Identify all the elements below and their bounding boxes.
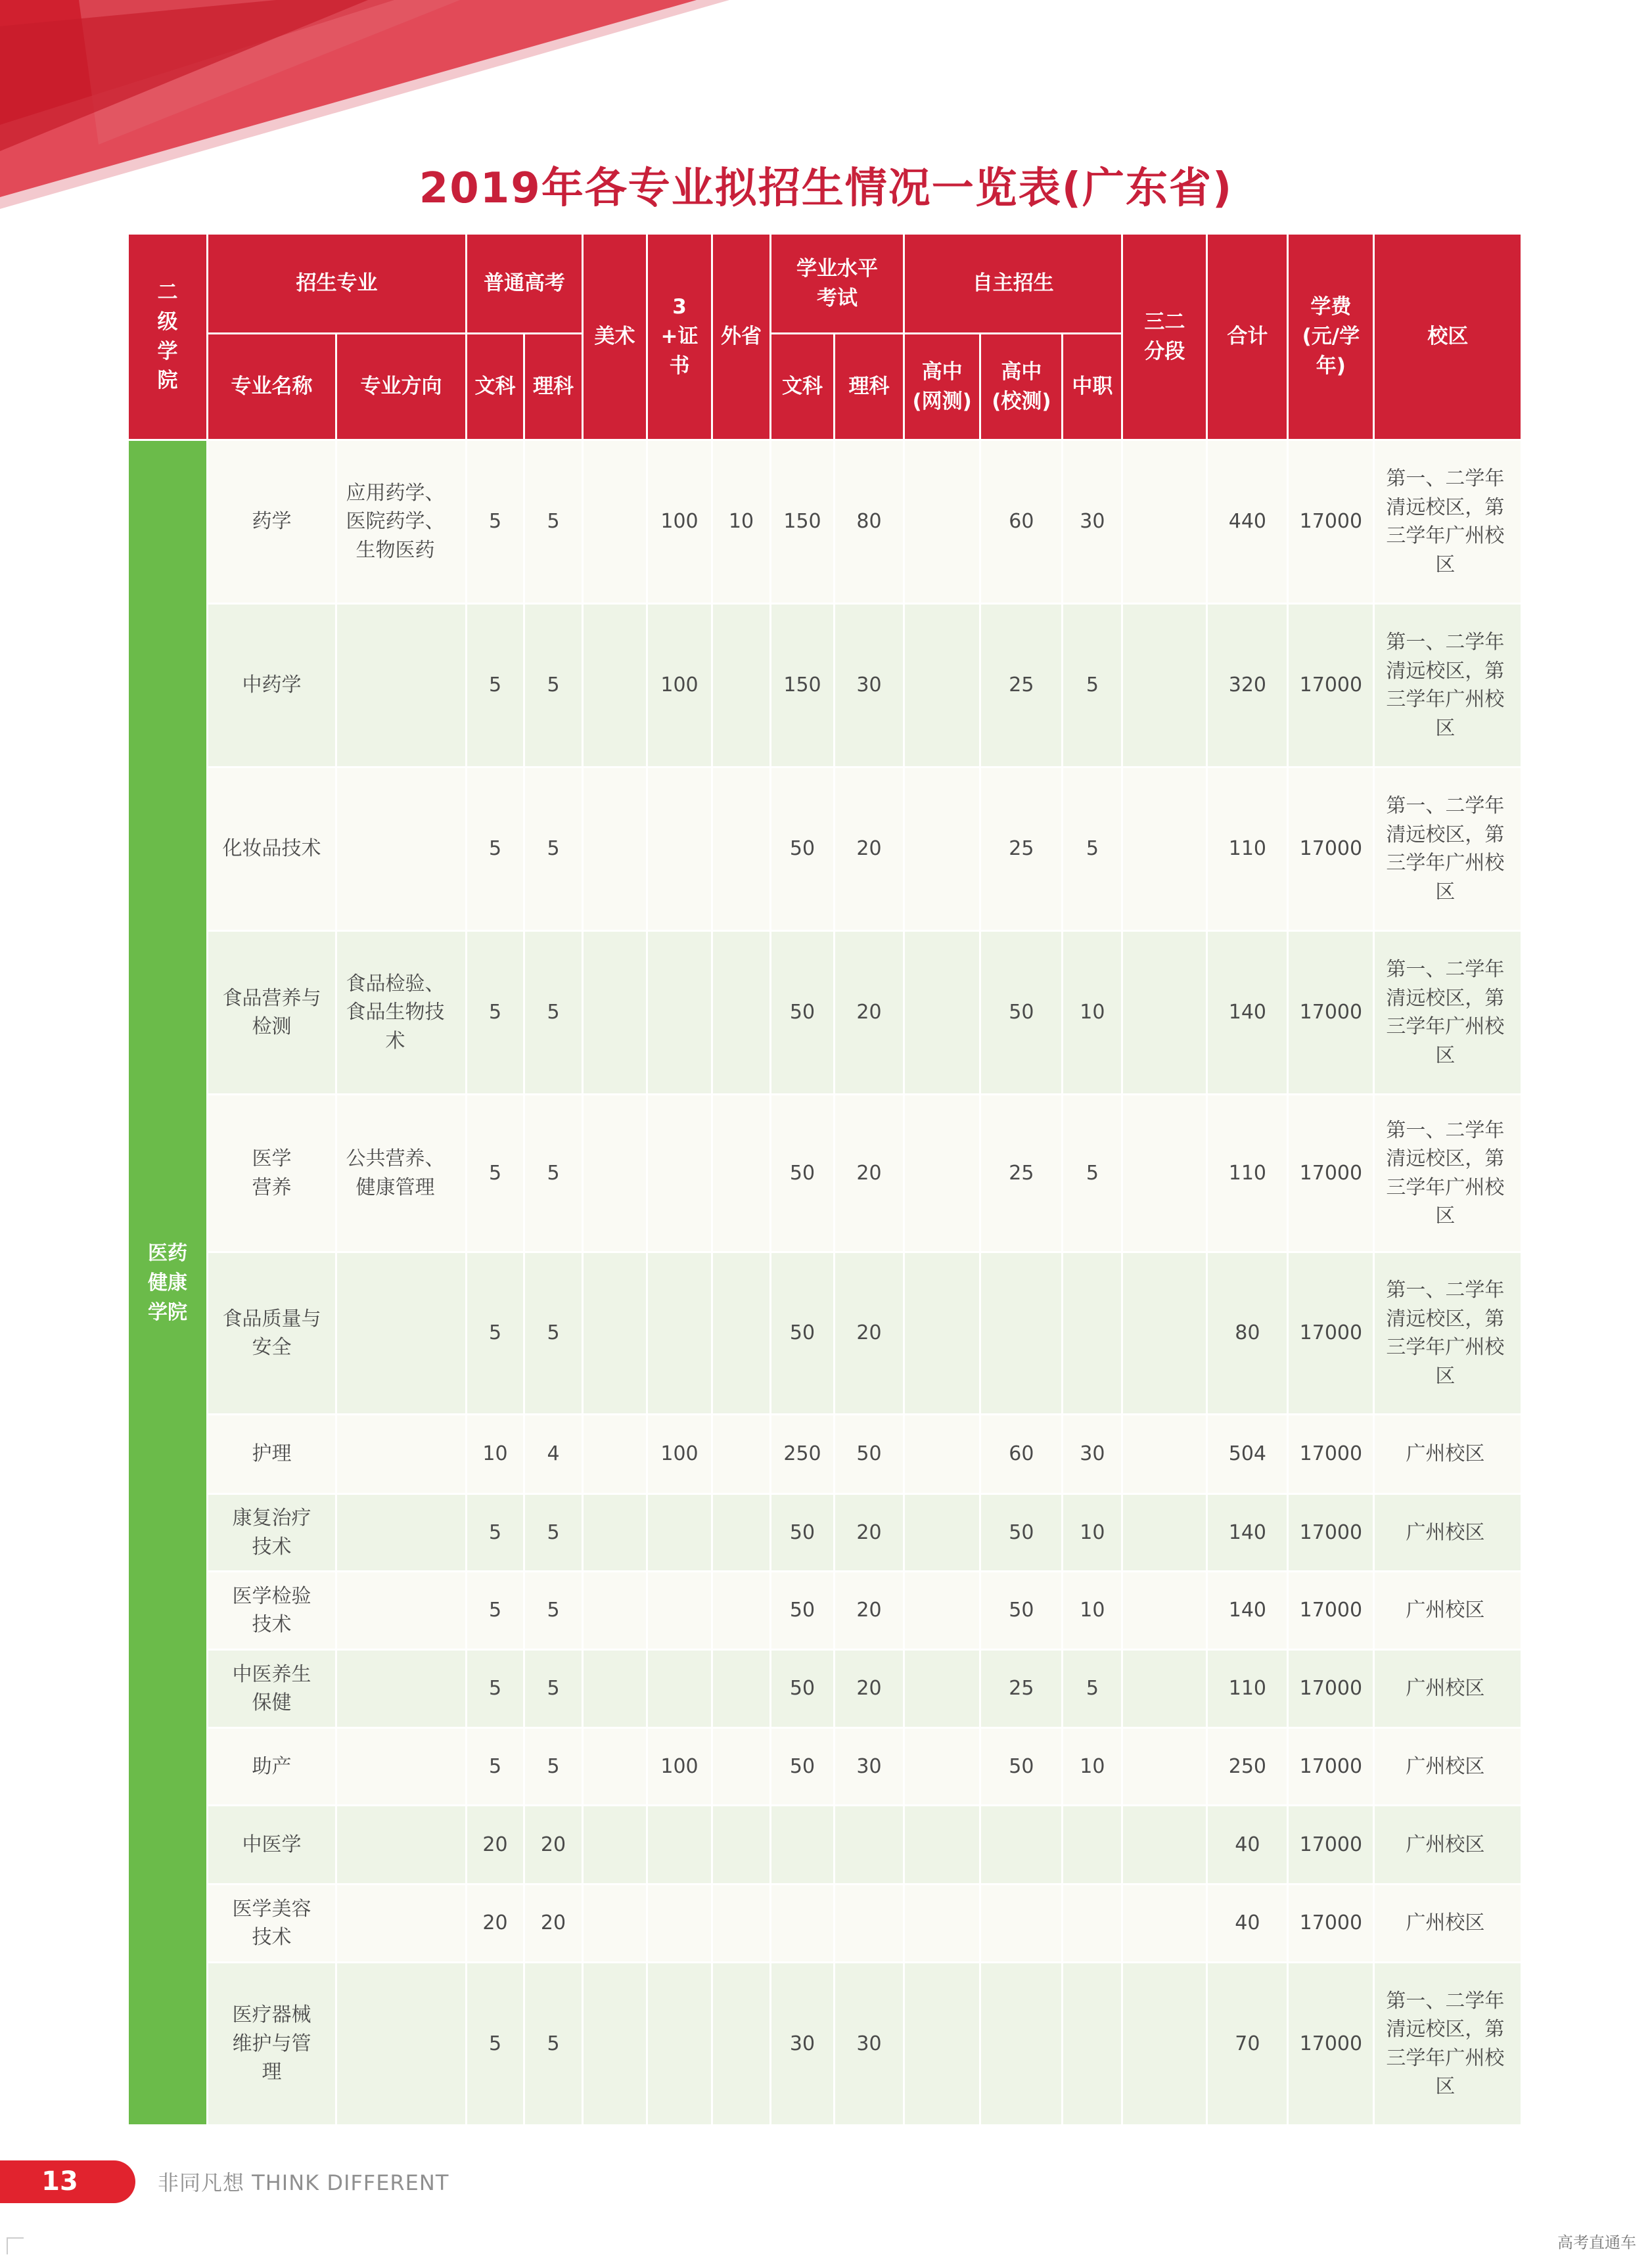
- xueye-science-cell: 30: [835, 604, 904, 767]
- total-cell: 504: [1207, 1415, 1288, 1494]
- major-direction-cell: [336, 1963, 467, 2126]
- gaokao-science-cell: 5: [524, 1650, 583, 1728]
- xueye-arts-cell: 50: [771, 1572, 835, 1650]
- header-campus: 校区: [1374, 234, 1522, 440]
- art-cell: [583, 1494, 647, 1572]
- total-cell: 440: [1207, 440, 1288, 604]
- major-direction-cell: [336, 1650, 467, 1728]
- art-cell: [583, 1806, 647, 1884]
- xueye-arts-cell: 150: [771, 440, 835, 604]
- header-zizhu-vocational: 中职: [1063, 334, 1122, 440]
- campus-cell: 第一、二学年清远校区，第三学年广州校区: [1374, 1252, 1522, 1415]
- gaokao-science-cell: 5: [524, 440, 583, 604]
- major-direction-cell: [336, 1572, 467, 1650]
- major-name-cell: [208, 1572, 336, 1650]
- campus-cell: 广州校区: [1374, 1650, 1522, 1728]
- xueye-arts-cell: [771, 1884, 835, 1963]
- three-two-cell: [1122, 604, 1207, 767]
- out-province-cell: [712, 1806, 771, 1884]
- header-zizhu-school: 高中(校测): [980, 334, 1063, 440]
- gaokao-science-cell: 5: [524, 604, 583, 767]
- art-cell: [583, 1728, 647, 1806]
- table-row: [128, 767, 1522, 931]
- fee-cell: 17000: [1288, 1650, 1374, 1728]
- campus-cell: 广州校区: [1374, 1884, 1522, 1963]
- xueye-science-cell: 20: [835, 1650, 904, 1728]
- total-cell: 140: [1207, 1572, 1288, 1650]
- three-two-cell: [1122, 1884, 1207, 1963]
- header-out-province: 外省: [712, 234, 771, 440]
- out-province-cell: [712, 1095, 771, 1252]
- gaokao-arts-cell: 5: [467, 1963, 524, 2126]
- table-row: [128, 1572, 1522, 1650]
- fee-cell: 17000: [1288, 1095, 1374, 1252]
- major-name-cell: [208, 1884, 336, 1963]
- three-plus-cell: [647, 1095, 712, 1252]
- page-title: 2019年各专业拟招生情况一览表(广东省): [419, 164, 1233, 213]
- three-two-cell: [1122, 1806, 1207, 1884]
- zizhu-school-cell: 60: [980, 440, 1063, 604]
- gaokao-science-cell: 20: [524, 1884, 583, 1963]
- zizhu-online-cell: [904, 1572, 980, 1650]
- zizhu-online-cell: [904, 767, 980, 931]
- header-major-direction: 专业方向: [336, 334, 467, 440]
- three-two-cell: [1122, 1415, 1207, 1494]
- out-province-cell: [712, 1494, 771, 1572]
- gaokao-science-cell: 5: [524, 1252, 583, 1415]
- major-direction-cell: [336, 1806, 467, 1884]
- fee-cell: 17000: [1288, 604, 1374, 767]
- zizhu-school-cell: [980, 1806, 1063, 1884]
- three-plus-cell: [647, 1963, 712, 2126]
- xueye-science-cell: [835, 1884, 904, 1963]
- three-two-cell: [1122, 440, 1207, 604]
- zizhu-school-cell: 50: [980, 1728, 1063, 1806]
- art-cell: [583, 1884, 647, 1963]
- three-plus-cell: [647, 1572, 712, 1650]
- major-name-cell: [208, 1728, 336, 1806]
- major-name-cell: [208, 1252, 336, 1415]
- out-province-cell: [712, 1572, 771, 1650]
- xueye-arts-cell: 50: [771, 1650, 835, 1728]
- header-major-group: 招生专业: [208, 234, 467, 334]
- art-cell: [583, 1572, 647, 1650]
- art-cell: [583, 1415, 647, 1494]
- table-row: [128, 1884, 1522, 1963]
- xueye-arts-cell: 50: [771, 767, 835, 931]
- three-plus-cell: [647, 1494, 712, 1572]
- zizhu-online-cell: [904, 1415, 980, 1494]
- zizhu-online-cell: [904, 1728, 980, 1806]
- header-college: 二级学院: [128, 234, 208, 440]
- crop-mark: [7, 2237, 24, 2254]
- art-cell: [583, 1650, 647, 1728]
- zizhu-online-cell: [904, 1884, 980, 1963]
- zizhu-vocational-cell: 5: [1063, 1650, 1122, 1728]
- header-fee: 学费(元/学年): [1288, 234, 1374, 440]
- zizhu-online-cell: [904, 1806, 980, 1884]
- art-cell: [583, 1252, 647, 1415]
- major-direction-cell: 应用药学、医院药学、生物医药: [336, 440, 467, 604]
- admission-plan-table: [127, 233, 1523, 2126]
- three-two-cell: [1122, 1494, 1207, 1572]
- header-three-two: 三二分段: [1122, 234, 1207, 440]
- header-gaokao-group: 普通高考: [467, 234, 583, 334]
- table-row: [128, 1252, 1522, 1415]
- out-province-cell: [712, 1963, 771, 2126]
- xueye-science-cell: [835, 1806, 904, 1884]
- fee-cell: 17000: [1288, 1806, 1374, 1884]
- xueye-science-cell: 30: [835, 1728, 904, 1806]
- header-xueye-arts: 文科: [771, 334, 835, 440]
- major-name-cell: [208, 1650, 336, 1728]
- campus-cell: 广州校区: [1374, 1494, 1522, 1572]
- campus-cell: 广州校区: [1374, 1572, 1522, 1650]
- art-cell: [583, 931, 647, 1095]
- out-province-cell: [712, 931, 771, 1095]
- xueye-science-cell: 20: [835, 1095, 904, 1252]
- gaokao-arts-cell: 5: [467, 1572, 524, 1650]
- major-direction-cell: 食品检验、食品生物技术: [336, 931, 467, 1095]
- campus-cell: 第一、二学年清远校区，第三学年广州校区: [1374, 440, 1522, 604]
- gaokao-arts-cell: 20: [467, 1806, 524, 1884]
- three-two-cell: [1122, 1095, 1207, 1252]
- table-row: [128, 1728, 1522, 1806]
- gaokao-science-cell: 20: [524, 1806, 583, 1884]
- zizhu-school-cell: 50: [980, 931, 1063, 1095]
- major-direction-cell: [336, 1884, 467, 1963]
- header-art: 美术: [583, 234, 647, 440]
- header-gaokao-arts: 文科: [467, 334, 524, 440]
- campus-cell: 广州校区: [1374, 1415, 1522, 1494]
- zizhu-school-cell: [980, 1252, 1063, 1415]
- zizhu-school-cell: 50: [980, 1572, 1063, 1650]
- xueye-arts-cell: 50: [771, 1728, 835, 1806]
- major-direction-cell: 公共营养、健康管理: [336, 1095, 467, 1252]
- major-name-cell: [208, 1806, 336, 1884]
- xueye-arts-cell: 50: [771, 1095, 835, 1252]
- campus-cell: 第一、二学年清远校区，第三学年广州校区: [1374, 1963, 1522, 2126]
- zizhu-online-cell: [904, 1095, 980, 1252]
- zizhu-vocational-cell: 10: [1063, 1494, 1122, 1572]
- major-name-text: 中医养生保健: [232, 1662, 311, 1714]
- major-direction-cell: [336, 604, 467, 767]
- gaokao-arts-cell: 5: [467, 1494, 524, 1572]
- zizhu-vocational-cell: [1063, 1252, 1122, 1415]
- zizhu-online-cell: [904, 1494, 980, 1572]
- campus-cell: 第一、二学年清远校区，第三学年广州校区: [1374, 931, 1522, 1095]
- total-cell: 320: [1207, 604, 1288, 767]
- footer-slogan: 非同凡想 THINK DIFFERENT: [158, 2170, 449, 2195]
- major-name-cell: [208, 1095, 336, 1252]
- header-zizhu-group: 自主招生: [904, 234, 1122, 334]
- gaokao-arts-cell: 5: [467, 1728, 524, 1806]
- major-name-cell: [208, 440, 336, 604]
- header-xueye-science: 理科: [835, 334, 904, 440]
- campus-cell: 广州校区: [1374, 1728, 1522, 1806]
- header-xueye-group: 学业水平考试: [771, 234, 904, 334]
- gaokao-science-cell: 4: [524, 1415, 583, 1494]
- art-cell: [583, 1095, 647, 1252]
- gaokao-arts-cell: 5: [467, 440, 524, 604]
- gaokao-science-cell: 5: [524, 1095, 583, 1252]
- major-name-text: 食品营养与检测: [222, 986, 321, 1038]
- three-plus-cell: 100: [647, 1415, 712, 1494]
- major-name-cell: [208, 931, 336, 1095]
- art-cell: [583, 767, 647, 931]
- major-direction-cell: [336, 1252, 467, 1415]
- out-province-cell: [712, 1728, 771, 1806]
- zizhu-school-cell: 50: [980, 1494, 1063, 1572]
- table-row: [128, 1494, 1522, 1572]
- xueye-arts-cell: 150: [771, 604, 835, 767]
- gaokao-science-cell: 5: [524, 1572, 583, 1650]
- out-province-cell: [712, 1415, 771, 1494]
- zizhu-vocational-cell: 30: [1063, 440, 1122, 604]
- gaokao-arts-cell: 5: [467, 1650, 524, 1728]
- major-direction-cell: [336, 1728, 467, 1806]
- table-body: [128, 440, 1522, 2126]
- xueye-arts-cell: 50: [771, 1494, 835, 1572]
- zizhu-vocational-cell: 5: [1063, 767, 1122, 931]
- total-cell: 110: [1207, 1650, 1288, 1728]
- campus-cell: 第一、二学年清远校区，第三学年广州校区: [1374, 767, 1522, 931]
- fee-cell: 17000: [1288, 931, 1374, 1095]
- major-direction-cell: [336, 1494, 467, 1572]
- zizhu-online-cell: [904, 1252, 980, 1415]
- three-plus-cell: 100: [647, 604, 712, 767]
- total-cell: 40: [1207, 1806, 1288, 1884]
- total-cell: 40: [1207, 1884, 1288, 1963]
- xueye-science-cell: 50: [835, 1415, 904, 1494]
- table-row: [128, 1095, 1522, 1252]
- gaokao-science-cell: 5: [524, 931, 583, 1095]
- xueye-arts-cell: 50: [771, 931, 835, 1095]
- three-plus-cell: [647, 1884, 712, 1963]
- zizhu-school-cell: 60: [980, 1415, 1063, 1494]
- major-name-cell: [208, 1415, 336, 1494]
- zizhu-vocational-cell: [1063, 1884, 1122, 1963]
- three-two-cell: [1122, 1650, 1207, 1728]
- zizhu-vocational-cell: 5: [1063, 1095, 1122, 1252]
- fee-cell: 17000: [1288, 1572, 1374, 1650]
- major-name-text: 医疗器械维护与管理: [232, 2003, 311, 2084]
- fee-cell: 17000: [1288, 1963, 1374, 2126]
- three-two-cell: [1122, 931, 1207, 1095]
- gaokao-science-cell: 5: [524, 1494, 583, 1572]
- table-row: [128, 1806, 1522, 1884]
- three-plus-cell: [647, 1252, 712, 1415]
- major-name-cell: [208, 604, 336, 767]
- zizhu-school-cell: 25: [980, 1650, 1063, 1728]
- fee-cell: 17000: [1288, 1884, 1374, 1963]
- out-province-cell: [712, 1650, 771, 1728]
- three-plus-cell: 100: [647, 440, 712, 604]
- campus-cell: 广州校区: [1374, 1806, 1522, 1884]
- zizhu-school-cell: 25: [980, 1095, 1063, 1252]
- three-two-cell: [1122, 1252, 1207, 1415]
- xueye-science-cell: 20: [835, 1494, 904, 1572]
- total-cell: 80: [1207, 1252, 1288, 1415]
- watermark: 高考直通车: [1557, 2233, 1636, 2252]
- zizhu-school-cell: 25: [980, 767, 1063, 931]
- table-row: [128, 1415, 1522, 1494]
- zizhu-online-cell: [904, 604, 980, 767]
- college-cell: 医药健康学院: [128, 440, 208, 2126]
- table-row: [128, 1650, 1522, 1728]
- major-name-text: 药学: [252, 510, 292, 534]
- art-cell: [583, 1963, 647, 2126]
- major-name-text: 化妆品技术: [222, 837, 321, 861]
- out-province-cell: 10: [712, 440, 771, 604]
- zizhu-school-cell: [980, 1884, 1063, 1963]
- major-direction-cell: [336, 1415, 467, 1494]
- zizhu-vocational-cell: [1063, 1963, 1122, 2126]
- xueye-science-cell: 30: [835, 1963, 904, 2126]
- major-name-text: 医学检验技术: [232, 1584, 311, 1636]
- zizhu-vocational-cell: 10: [1063, 931, 1122, 1095]
- three-plus-cell: [647, 931, 712, 1095]
- total-cell: 250: [1207, 1728, 1288, 1806]
- header-total: 合计: [1207, 234, 1288, 440]
- header-major-name: 专业名称: [208, 334, 336, 440]
- campus-cell: 第一、二学年清远校区，第三学年广州校区: [1374, 604, 1522, 767]
- major-direction-cell: [336, 767, 467, 931]
- major-name-cell: [208, 1963, 336, 2126]
- out-province-cell: [712, 1884, 771, 1963]
- major-name-text: 医学营养: [252, 1147, 292, 1199]
- major-name-cell: [208, 767, 336, 931]
- major-name-text: 中药学: [242, 673, 302, 697]
- xueye-arts-cell: 50: [771, 1252, 835, 1415]
- header-gaokao-science: 理科: [524, 334, 583, 440]
- major-name-text: 护理: [252, 1442, 292, 1466]
- gaokao-arts-cell: 10: [467, 1415, 524, 1494]
- zizhu-online-cell: [904, 440, 980, 604]
- fee-cell: 17000: [1288, 1494, 1374, 1572]
- gaokao-arts-cell: 5: [467, 931, 524, 1095]
- zizhu-vocational-cell: [1063, 1806, 1122, 1884]
- zizhu-vocational-cell: 10: [1063, 1572, 1122, 1650]
- zizhu-school-cell: 25: [980, 604, 1063, 767]
- xueye-science-cell: 20: [835, 767, 904, 931]
- total-cell: 140: [1207, 1494, 1288, 1572]
- three-two-cell: [1122, 1572, 1207, 1650]
- art-cell: [583, 604, 647, 767]
- gaokao-science-cell: 5: [524, 767, 583, 931]
- campus-cell: 第一、二学年清远校区，第三学年广州校区: [1374, 1095, 1522, 1252]
- total-cell: 70: [1207, 1963, 1288, 2126]
- zizhu-school-cell: [980, 1963, 1063, 2126]
- header-three-plus: 3+证书: [647, 234, 712, 440]
- major-name-text: 康复治疗技术: [232, 1507, 311, 1559]
- three-plus-cell: [647, 1806, 712, 1884]
- major-name-cell: [208, 1494, 336, 1572]
- table-row: [128, 604, 1522, 767]
- three-two-cell: [1122, 1963, 1207, 2126]
- zizhu-vocational-cell: 10: [1063, 1728, 1122, 1806]
- gaokao-arts-cell: 20: [467, 1884, 524, 1963]
- gaokao-science-cell: 5: [524, 1728, 583, 1806]
- table-row: [128, 1963, 1522, 2126]
- fee-cell: 17000: [1288, 1415, 1374, 1494]
- major-name-text: 中医学: [242, 1833, 302, 1856]
- total-cell: 110: [1207, 1095, 1288, 1252]
- zizhu-online-cell: [904, 1963, 980, 2126]
- art-cell: [583, 440, 647, 604]
- out-province-cell: [712, 604, 771, 767]
- zizhu-online-cell: [904, 1650, 980, 1728]
- fee-cell: 17000: [1288, 440, 1374, 604]
- page-number-badge: 13: [0, 2160, 135, 2203]
- zizhu-vocational-cell: 5: [1063, 604, 1122, 767]
- xueye-arts-cell: [771, 1806, 835, 1884]
- three-plus-cell: [647, 767, 712, 931]
- out-province-cell: [712, 1252, 771, 1415]
- total-cell: 140: [1207, 931, 1288, 1095]
- zizhu-vocational-cell: 30: [1063, 1415, 1122, 1494]
- xueye-science-cell: 80: [835, 440, 904, 604]
- xueye-arts-cell: 250: [771, 1415, 835, 1494]
- xueye-science-cell: 20: [835, 1572, 904, 1650]
- table-row: [128, 440, 1522, 604]
- fee-cell: 17000: [1288, 767, 1374, 931]
- gaokao-arts-cell: 5: [467, 1252, 524, 1415]
- fee-cell: 17000: [1288, 1252, 1374, 1415]
- gaokao-science-cell: 5: [524, 1963, 583, 2126]
- major-name-text: 医学美容技术: [232, 1897, 311, 1949]
- major-name-text: 助产: [252, 1754, 292, 1778]
- gaokao-arts-cell: 5: [467, 1095, 524, 1252]
- three-two-cell: [1122, 767, 1207, 931]
- header-zizhu-online: 高中(网测): [904, 334, 980, 440]
- gaokao-arts-cell: 5: [467, 767, 524, 931]
- major-name-text: 食品质量与安全: [222, 1307, 321, 1359]
- out-province-cell: [712, 767, 771, 931]
- fee-cell: 17000: [1288, 1728, 1374, 1806]
- three-plus-cell: [647, 1650, 712, 1728]
- xueye-science-cell: 20: [835, 1252, 904, 1415]
- zizhu-online-cell: [904, 931, 980, 1095]
- three-two-cell: [1122, 1728, 1207, 1806]
- table-row: [128, 931, 1522, 1095]
- gaokao-arts-cell: 5: [467, 604, 524, 767]
- xueye-arts-cell: 30: [771, 1963, 835, 2126]
- total-cell: 110: [1207, 767, 1288, 931]
- three-plus-cell: 100: [647, 1728, 712, 1806]
- xueye-science-cell: 20: [835, 931, 904, 1095]
